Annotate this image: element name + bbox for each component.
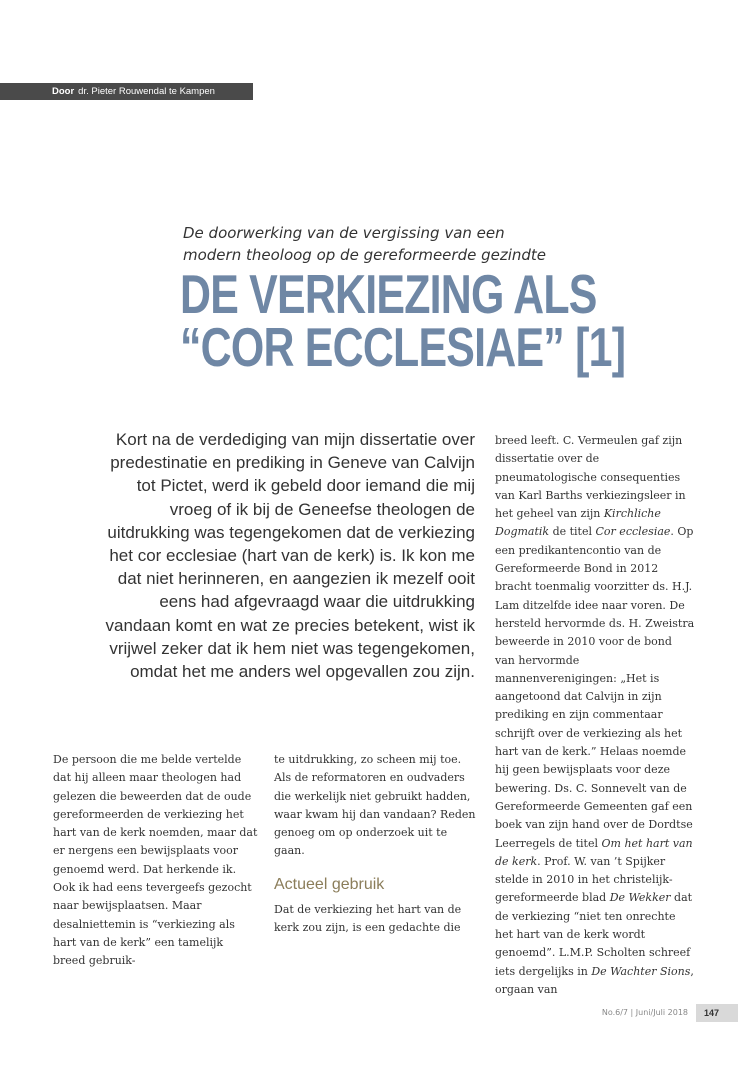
magazine-de-wachter-sions: De Wachter Sions (591, 964, 691, 978)
author-prefix: Door (52, 86, 75, 97)
page-footer (0, 1004, 738, 1022)
subtitle-line-1: De doorwerking van de vergissing van een (183, 224, 505, 242)
book-title-cor-ecclesiae: Cor ecclesiae (595, 525, 671, 539)
lead-paragraph: Kort na de verdediging van mijn dissertatie over predestinatie en prediking in Geneve van Calvijn tot Pictet, werd ik gebeld door iemand die mij vroeg of ik bij de Geneefse theologen de uitdrukking was tegengekomen dat de verkiezing het cor ecclesiae (hart van de kerk) is. Ik kon me dat niet herinneren, en aangezien ik mezelf ooit eens had afgevraagd waar die uitdrukking vandaan komt en wat ze precies betekent, wist ik vrijwel zeker dat ik hem niet was tegengekomen, omdat het me anders wel opgevallen zou zijn. (105, 430, 475, 682)
author-name: dr. Pieter Rouwendal te Kampen (78, 86, 215, 97)
section-heading: Actueel gebruik (274, 875, 385, 893)
column-3-text: breed leeft. C. Vermeulen gaf zijn dissertatie over de pneumatologische consequenties van Karl Barths verkiezingsleer in het geheel van zijn Kirchliche Dogmatik de titel Cor ecclesiae. Op een predikantencontio van de Gereformeerde Bond in 2012 bracht toenmalig voorzitter ds. H.J. Lam ditzelfde idee naar voren. De hersteld hervormde ds. H. Zweistra beweerde in 2010 voor de bond van hervormde mannenverenigingen: „Het is aangetoond dat Calvijn in zijn prediking en zijn commentaar schrijft over de verkiezing als het hart van de kerk.” Helaas noemde hij geen bewijsplaats voor deze bewering. Ds. C. Sonnevelt van de Gereformeerde Gemeenten gaf een boek van zijn hand over de Dordtse Leerregels de titel Om het hart van de kerk. Prof. W. van ’t Spijker stelde in 2010 in het christelijk-gereformeerde blad De Wekker dat de verkiezing “niet ten onrechte het hart van de kerk wordt genoemd”. L.M.P. Scholten schreef iets dergelijks in De Wachter Sions, orgaan van (495, 434, 695, 996)
issue-info: No.6/7 | Juni/Juli 2018 (601, 1008, 688, 1017)
book-title-kirchliche-dogmatik: Kirchliche Dogmatik (495, 507, 661, 539)
body-column-2 (274, 751, 479, 937)
page-number: 147 (696, 1004, 738, 1022)
article-title (180, 263, 626, 378)
magazine-de-wekker: De Wekker (609, 891, 671, 905)
article-subtitle (183, 222, 643, 266)
column-1-text: De persoon die me belde vertelde dat hij alleen maar theologen had gelezen die beweerden dat de oude gereformeerden de verkiezing het hart van de kerk noemden, maar dat er nergens een bewijsplaats voor genoemd werd. Dat herkende ik. Ook ik had eens tevergeefs gezocht naar bewijsplaatsen. Maar desalniettemin is “verkiezing als hart van de kerk” een tamelijk breed gebruik- (53, 753, 258, 968)
title-line-1: DE VERKIEZING ALS (180, 263, 597, 325)
column-2-paragraph-1: te uitdrukking, zo scheen mij toe. Als de reformatoren en oudvaders die werkelijk niet gebruikt hadden, waar kwam hij dan vandaan? Reden genoeg om op onderzoek uit te gaan. (274, 753, 476, 858)
body-column-1 (53, 751, 258, 971)
title-line-2: “COR ECCLESIAE” [1] (180, 316, 626, 378)
book-title-om-het-hart: Om het hart van de kerk (495, 836, 693, 868)
column-2-paragraph-2: Dat de verkiezing het hart van de kerk zou zijn, is een gedachte die (274, 902, 462, 935)
body-column-3 (495, 432, 695, 999)
author-bar (0, 83, 253, 100)
subtitle-line-2: modern theoloog op de gereformeerde gezindte (183, 246, 547, 264)
